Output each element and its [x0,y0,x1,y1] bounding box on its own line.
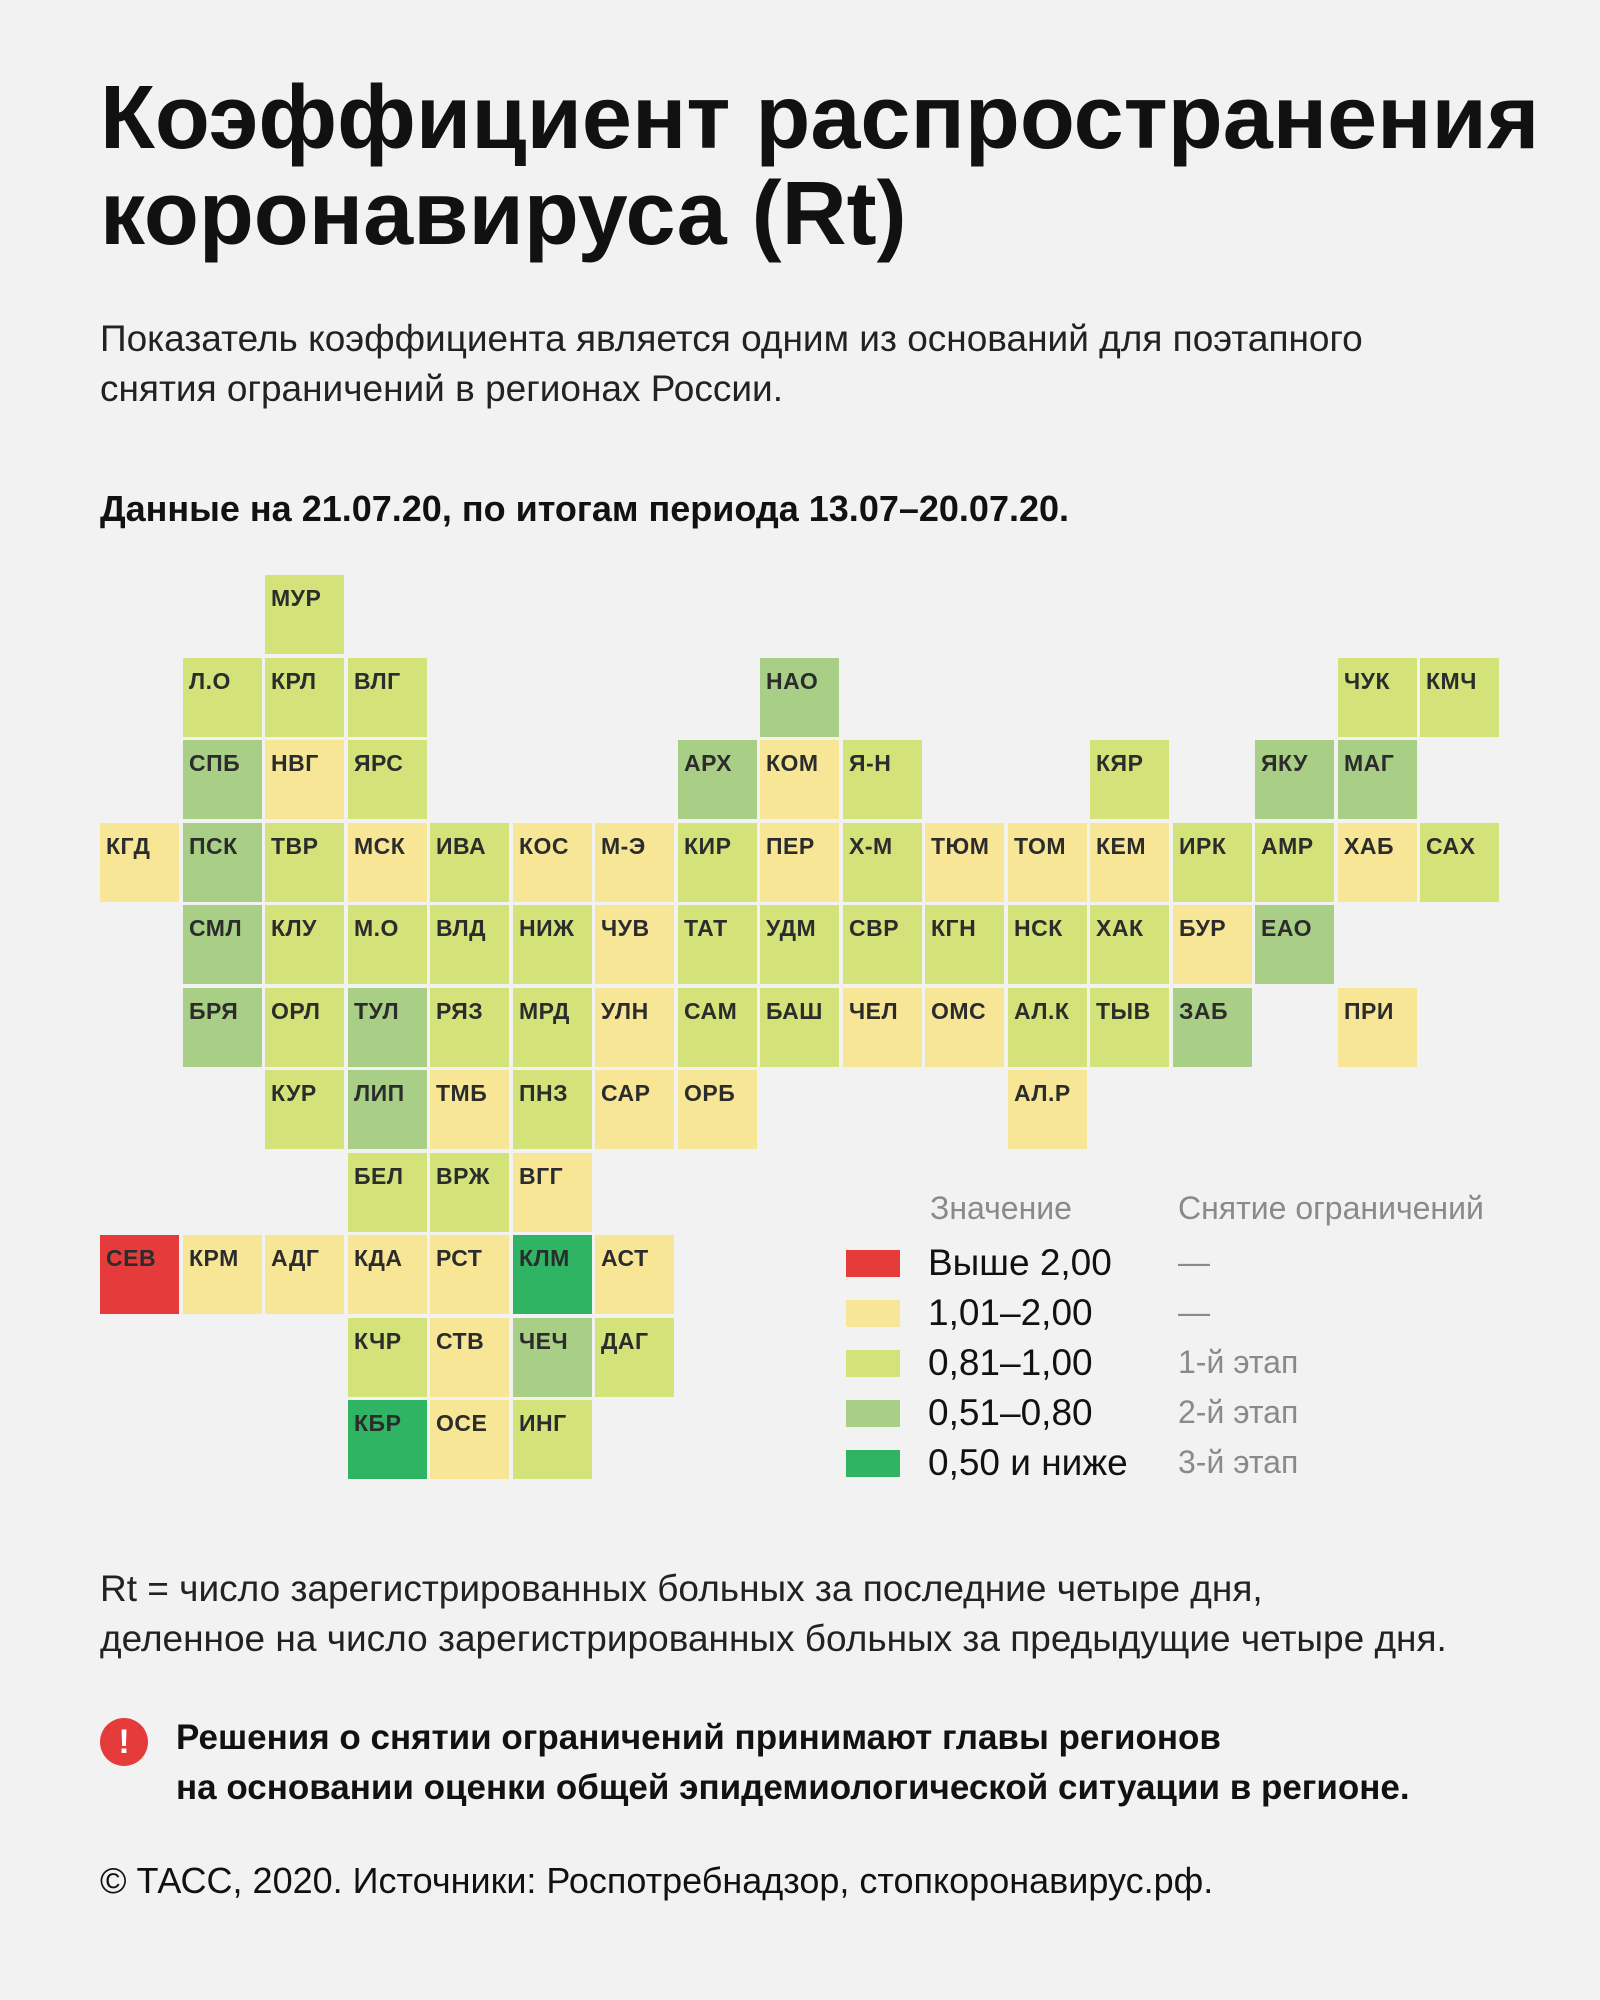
region-code: КРЛ [271,668,317,694]
region-code: НВГ [271,750,319,776]
region-code: РСТ [436,1245,483,1271]
region-code: СПБ [189,750,241,776]
region-code: УЛН [601,998,649,1024]
region-code: САМ [684,998,738,1024]
region-tile [265,988,344,1067]
legend-label: Выше 2,00 [928,1242,1112,1283]
region-tile [678,1070,757,1149]
region-code: ПСК [189,833,238,859]
legend-item [846,1442,1526,1488]
region-tile [183,1235,262,1314]
region-code: ПЕР [766,833,815,859]
region-tile [678,905,757,984]
region-tile [678,988,757,1067]
region-code: КЛУ [271,915,317,941]
region-code: КЧР [354,1328,402,1354]
legend-swatch-081-100 [846,1350,900,1377]
region-tile [513,1153,592,1232]
rt-formula [100,1564,1560,1664]
region-code: ПРИ [1344,998,1394,1024]
region-tile [513,1070,592,1149]
region-tile [1090,905,1169,984]
region-code: Я-Н [849,750,892,776]
region-code: ЕАО [1261,915,1313,941]
region-tile [348,823,427,902]
legend-item [846,1392,1526,1438]
region-code: БУР [1179,915,1227,941]
region-code: ВРЖ [436,1163,490,1189]
subtitle-line-2: снятия ограничений в регионах России. [100,368,784,409]
region-code: АЛ.К [1014,998,1070,1024]
region-code: ТВР [271,833,319,859]
region-code: АРХ [684,750,732,776]
region-code: КДА [354,1245,403,1271]
region-code: УДМ [766,915,817,941]
title-line-2: коронавируса (Rt) [100,164,907,264]
region-code: ОРЛ [271,998,321,1024]
region-tile [265,1235,344,1314]
region-tile [1008,1070,1087,1149]
region-tile [348,1235,427,1314]
region-code: МУР [271,585,322,611]
region-tile [595,988,674,1067]
region-tile [348,988,427,1067]
legend-item [846,1242,1526,1288]
region-code: МАГ [1344,750,1395,776]
region-tile [348,658,427,737]
region-tile [843,988,922,1067]
legend-stage: — [1178,1244,1210,1280]
region-tile [925,905,1004,984]
region-code: СТВ [436,1328,485,1354]
region-tile [595,823,674,902]
region-tile [183,740,262,819]
region-code: М-Э [601,833,646,859]
region-code: МСК [354,833,406,859]
alert-note [176,1713,1556,1813]
region-tile [760,658,839,737]
region-code: БРЯ [189,998,239,1024]
region-tile [348,1400,427,1479]
region-code: ХАБ [1344,833,1394,859]
region-code: ДАГ [601,1328,649,1354]
region-tile [430,1153,509,1232]
region-tile [1255,823,1334,902]
region-tile [430,988,509,1067]
legend-swatch-101-200 [846,1300,900,1327]
region-tile [925,988,1004,1067]
region-code: АМР [1261,833,1314,859]
region-tile [595,1070,674,1149]
region-code: СВР [849,915,900,941]
region-code: ТЮМ [931,833,990,859]
legend-label: 0,51–0,80 [928,1392,1093,1433]
region-code: ТУЛ [354,998,400,1024]
region-tile [925,823,1004,902]
region-tile [1255,740,1334,819]
region-tile [760,988,839,1067]
region-tile [1420,658,1499,737]
region-code: ВГГ [519,1163,564,1189]
region-tile [183,658,262,737]
region-tile [1338,740,1417,819]
region-code: КОМ [766,750,819,776]
region-code: ОМС [931,998,987,1024]
region-tile [265,575,344,654]
region-tile [348,1070,427,1149]
region-tile [183,823,262,902]
region-code: Х-М [849,833,893,859]
region-code: ПНЗ [519,1080,569,1106]
region-tile [678,823,757,902]
region-code: ЯРС [354,750,404,776]
legend-stage: 1-й этап [1178,1344,1299,1380]
region-code: НИЖ [519,915,575,941]
region-code: АЛ.Р [1014,1080,1071,1106]
legend-stage: 2-й этап [1178,1394,1299,1430]
region-tile [1173,823,1252,902]
region-tile [595,905,674,984]
legend-label: 0,50 и ниже [928,1442,1128,1483]
region-code: САР [601,1080,651,1106]
region-code: БАШ [766,998,823,1024]
legend-swatch-051-080 [846,1400,900,1427]
region-code: ТОМ [1014,833,1067,859]
region-code: ЗАБ [1179,998,1229,1024]
region-tile [760,823,839,902]
region-code: ВЛД [436,915,487,941]
legend-item [846,1292,1526,1338]
legend-stage: 3-й этап [1178,1444,1299,1480]
region-tile [513,905,592,984]
region-code: КУР [271,1080,317,1106]
region-code: ТМБ [436,1080,488,1106]
region-tile [1090,740,1169,819]
region-code: КМЧ [1426,668,1477,694]
alert-line-2: на основании оценки общей эпидемиологической ситуации в регионе. [176,1768,1410,1807]
region-tile [430,1235,509,1314]
region-code: РЯЗ [436,998,484,1024]
region-code: ИРК [1179,833,1227,859]
legend-swatch-above-2 [846,1250,900,1277]
legend [846,1190,1526,1490]
formula-line-1: Rt = число зарегистрированных больных за последние четыре дня, [100,1568,1263,1609]
region-tile [265,658,344,737]
region-tile [430,1070,509,1149]
region-tile [843,740,922,819]
region-tile [100,823,179,902]
region-tile [1008,905,1087,984]
region-tile [1420,823,1499,902]
region-code: КРМ [189,1245,239,1271]
region-tile [843,823,922,902]
legend-value-header: Значение [930,1190,1072,1226]
region-tile [1090,988,1169,1067]
region-tile [183,905,262,984]
region-tile [513,823,592,902]
region-code: КЯР [1096,750,1144,776]
region-tile [265,1070,344,1149]
region-tile [1338,988,1417,1067]
region-tile [678,740,757,819]
region-code: ВЛГ [354,668,401,694]
region-code: ИНГ [519,1410,567,1436]
region-code: ЯКУ [1261,750,1308,776]
alert-line-1: Решения о снятии ограничений принимают главы регионов [176,1718,1221,1757]
region-tile [348,1153,427,1232]
legend-swatch-050-below [846,1450,900,1477]
region-tile [1173,905,1252,984]
legend-stage-header: Снятие ограничений [1178,1190,1484,1226]
region-code: ТАТ [684,915,728,941]
region-code: АСТ [601,1245,649,1271]
region-tile [265,905,344,984]
region-tile [595,1235,674,1314]
region-tile [513,1400,592,1479]
region-code: СЕВ [106,1245,157,1271]
region-tile [100,1235,179,1314]
formula-line-2: деленное на число зарегистрированных больных за предыдущие четыре дня. [100,1618,1447,1659]
region-code: АДГ [271,1245,320,1271]
region-tile [348,740,427,819]
region-code: САХ [1426,833,1476,859]
region-tile [760,740,839,819]
region-code: ЧЕЛ [849,998,899,1024]
region-tile [1090,823,1169,902]
source-footer: © ТАСС, 2020. Источники: Роспотребнадзор, стопкоронавирус.рф. [100,1860,1214,1901]
region-code: КЕМ [1096,833,1147,859]
region-tile [1008,823,1087,902]
region-code: ЧУК [1344,668,1391,694]
region-tile [1338,823,1417,902]
region-tile [513,1235,592,1314]
region-tile [1255,905,1334,984]
region-code: МРД [519,998,570,1024]
legend-item [846,1342,1526,1388]
region-tile [430,1400,509,1479]
subtitle-line-1: Показатель коэффициента является одним из оснований для поэтапного [100,318,1363,359]
region-code: ЧУВ [601,915,650,941]
data-date-line: Данные на 21.07.20, по итогам периода 13.07–20.07.20. [100,488,1070,529]
legend-label: 0,81–1,00 [928,1342,1093,1383]
region-tile [348,1318,427,1397]
region-tile [265,740,344,819]
region-tile [1173,988,1252,1067]
region-tile [760,905,839,984]
region-code: КИР [684,833,732,859]
region-tile [430,1318,509,1397]
region-code: ОРБ [684,1080,736,1106]
region-tile [430,905,509,984]
region-code: ЛИП [354,1080,405,1106]
legend-stage: — [1178,1294,1210,1330]
region-code: ИВА [436,833,487,859]
region-code: Л.О [189,668,231,694]
region-code: ТЫВ [1096,998,1151,1024]
region-tile [1338,658,1417,737]
title-line-1: Коэффициент распространения [100,68,1540,168]
region-code: НСК [1014,915,1063,941]
region-code: ЧЕЧ [519,1328,569,1354]
region-tile [513,988,592,1067]
region-tile [513,1318,592,1397]
region-code: НАО [766,668,819,694]
region-code: БЕЛ [354,1163,404,1189]
region-code: КОС [519,833,570,859]
region-tile [595,1318,674,1397]
region-code: КБР [354,1410,402,1436]
region-code: ХАК [1096,915,1144,941]
region-tile [348,905,427,984]
region-code: М.О [354,915,399,941]
region-tile [265,823,344,902]
region-tile [1008,988,1087,1067]
region-code: КГД [106,833,151,859]
region-code: СМЛ [189,915,243,941]
region-code: КЛМ [519,1245,570,1271]
exclamation-icon: ! [100,1718,148,1766]
region-code: КГН [931,915,977,941]
region-tile [430,823,509,902]
region-tile [183,988,262,1067]
region-tile [843,905,922,984]
legend-label: 1,01–2,00 [928,1292,1093,1333]
region-code: ОСЕ [436,1410,488,1436]
